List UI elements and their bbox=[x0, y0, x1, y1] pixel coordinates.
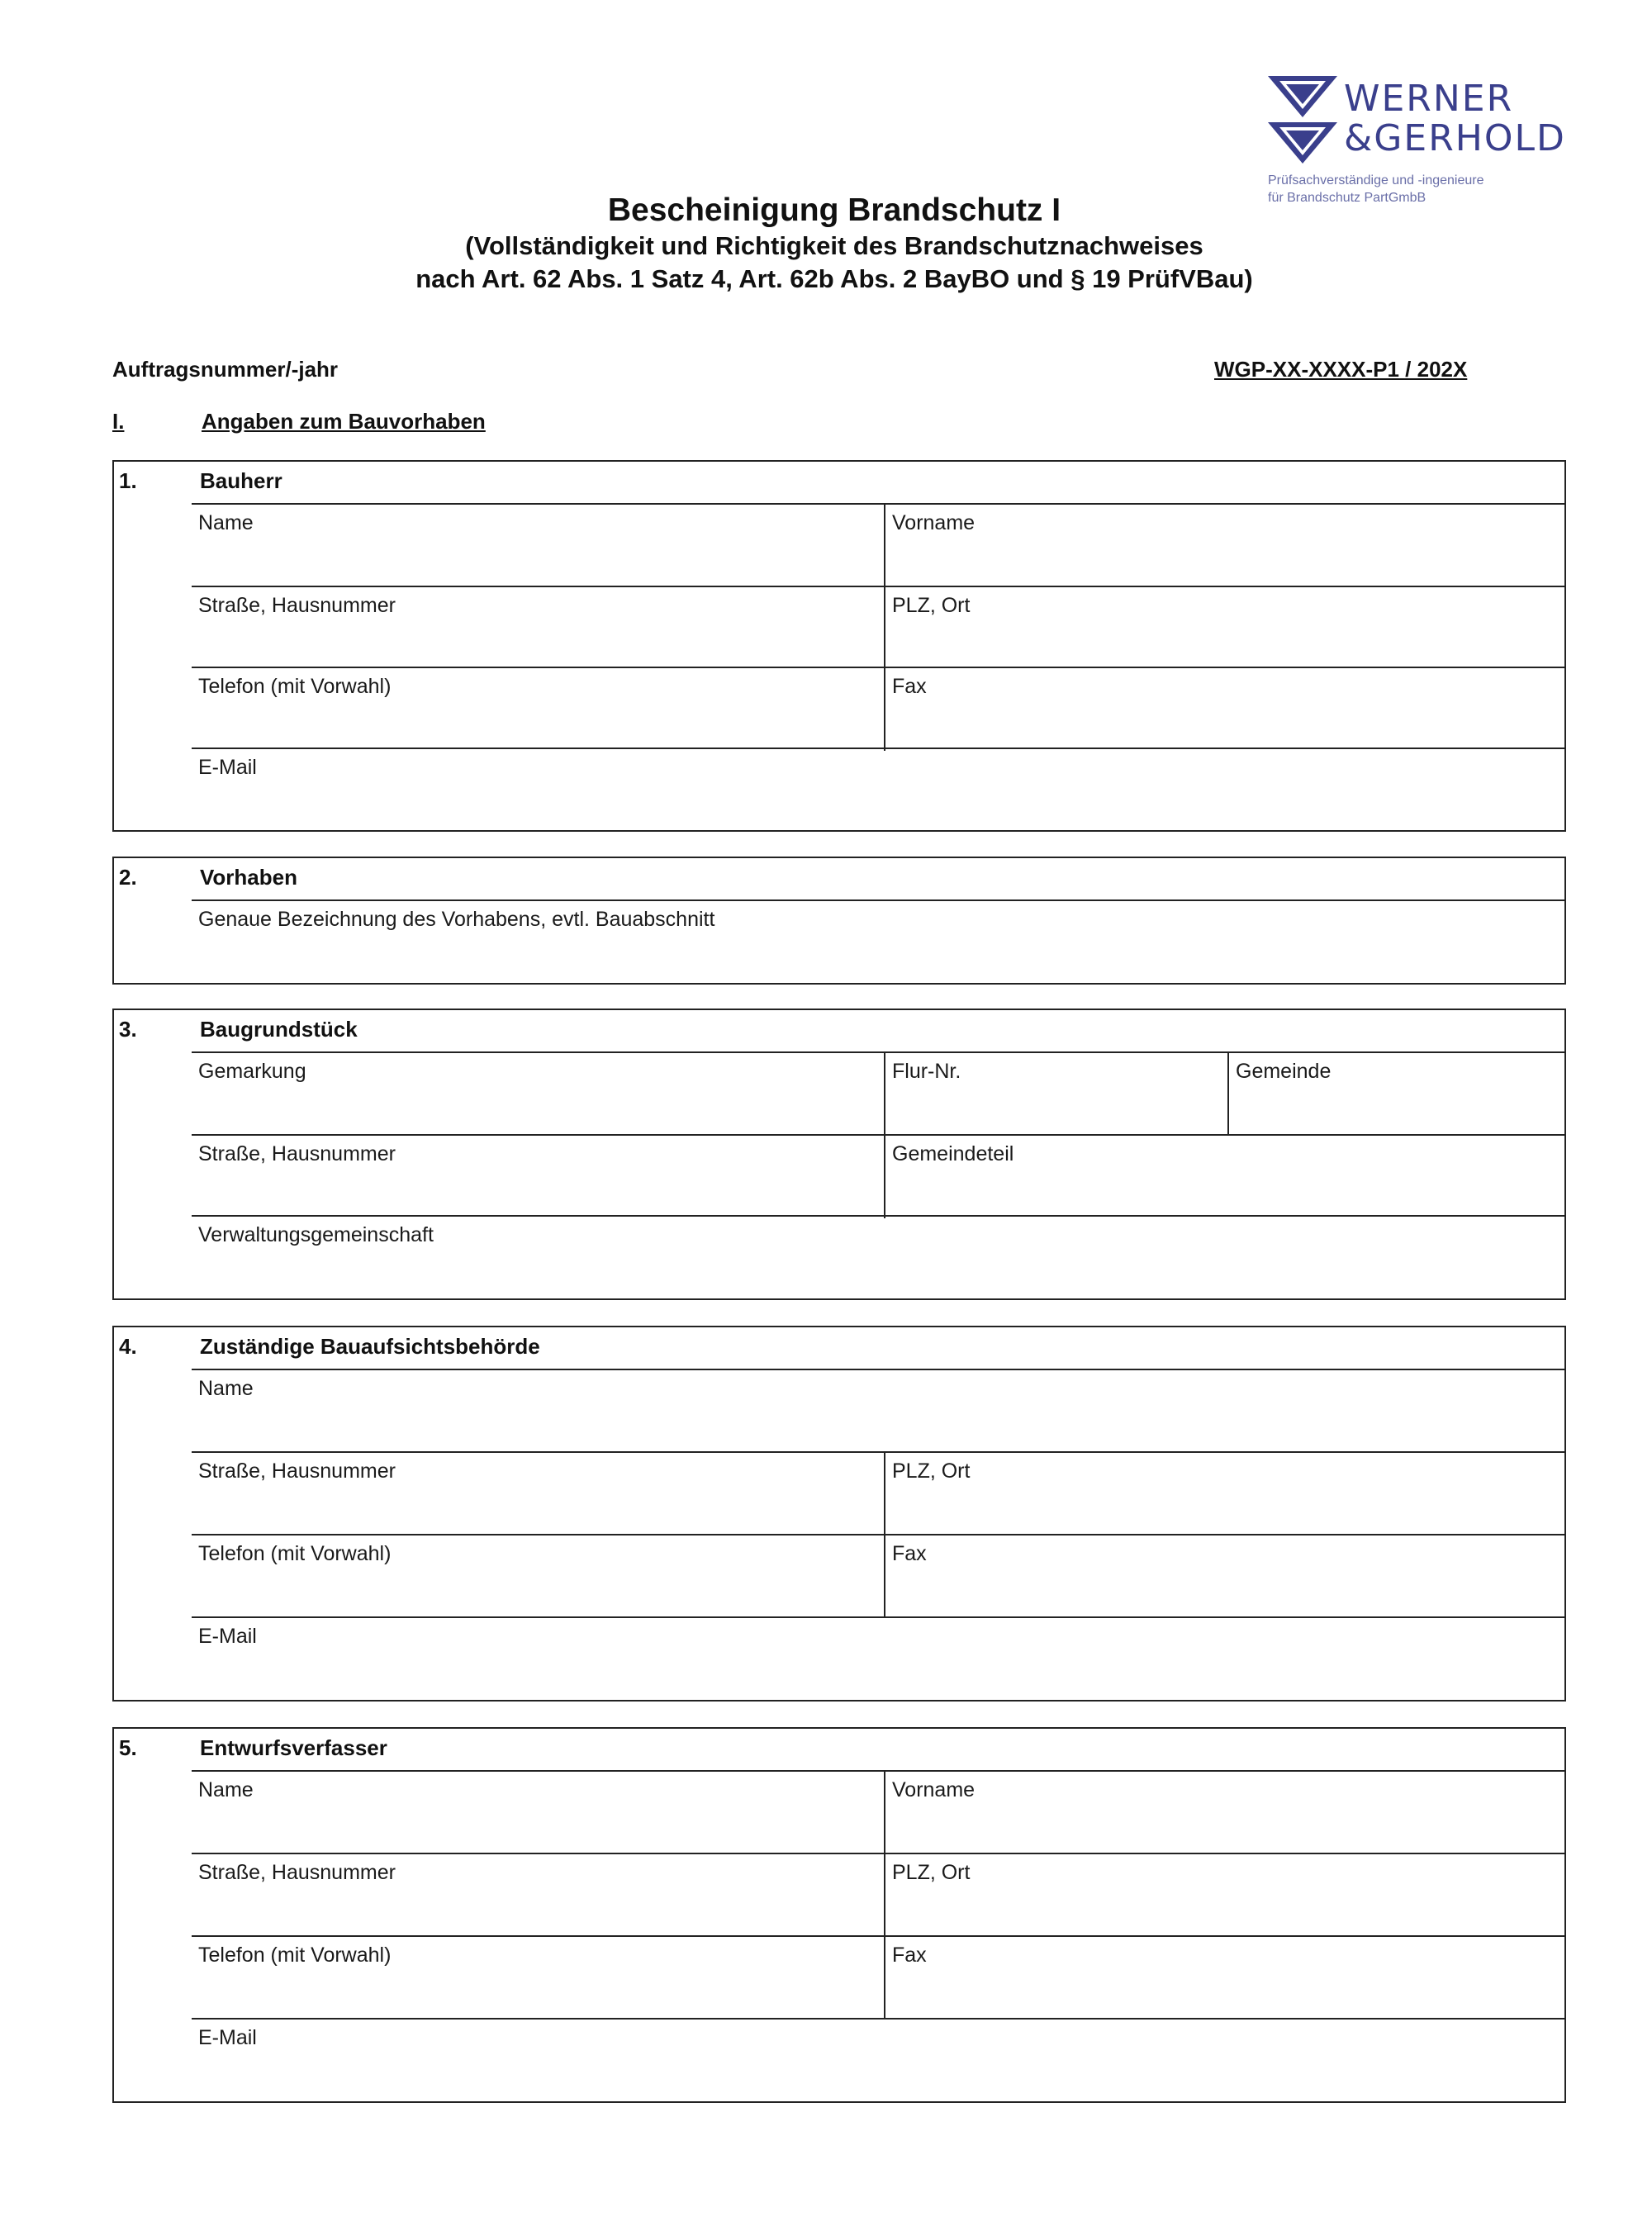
field-label: Name bbox=[198, 511, 254, 534]
field-label: E-Mail bbox=[198, 2026, 257, 2049]
field-verfasser-email[interactable] bbox=[192, 2020, 1564, 2102]
field-behoerde-plz-ort[interactable] bbox=[884, 1453, 1564, 1535]
field-label: Name bbox=[198, 1377, 254, 1400]
field-behoerde-strasse[interactable] bbox=[192, 1453, 884, 1535]
box-baugrundstueck bbox=[112, 1009, 1566, 1300]
field-label: PLZ, Ort bbox=[892, 594, 971, 617]
field-verfasser-fax[interactable] bbox=[884, 1937, 1564, 2020]
logo-sub-line1: Prüfsachverständige und -ingenieure bbox=[1268, 173, 1484, 187]
form-row bbox=[192, 899, 1564, 984]
box-heading: Zuständige Bauaufsichtsbehörde bbox=[200, 1334, 540, 1359]
field-bauherr-plz-ort[interactable] bbox=[884, 587, 1564, 670]
document-subtitle-line2: nach Art. 62 Abs. 1 Satz 4, Art. 62b Abs. 2 BayBO und § 19 PrüfVBau) bbox=[415, 264, 1253, 293]
field-bauherr-vorname[interactable] bbox=[884, 505, 1564, 587]
form-row bbox=[192, 2018, 1564, 2102]
field-vorhaben-bezeichnung[interactable] bbox=[192, 901, 1564, 984]
field-behoerde-name[interactable] bbox=[192, 1370, 1564, 1453]
form-row bbox=[192, 1935, 1564, 2020]
logo-name-line1: WERNER bbox=[1344, 78, 1514, 120]
form-row bbox=[192, 1134, 1564, 1218]
field-verwaltungsgemeinschaft[interactable] bbox=[192, 1217, 1564, 1299]
field-gemeindeteil[interactable] bbox=[884, 1136, 1564, 1218]
field-verfasser-vorname[interactable] bbox=[884, 1772, 1564, 1854]
field-label: Gemeinde bbox=[1236, 1060, 1332, 1083]
field-label: Vorname bbox=[892, 1778, 976, 1801]
form-row bbox=[192, 503, 1564, 587]
box-entwurfsverfasser bbox=[112, 1727, 1566, 2103]
box-number: 4. bbox=[119, 1334, 137, 1359]
field-behoerde-telefon[interactable] bbox=[192, 1535, 884, 1618]
field-label: PLZ, Ort bbox=[892, 1459, 971, 1483]
form-row bbox=[192, 1215, 1564, 1299]
field-bauherr-telefon[interactable] bbox=[192, 668, 884, 751]
field-verfasser-name[interactable] bbox=[192, 1772, 884, 1854]
field-bauherr-strasse[interactable] bbox=[192, 587, 884, 670]
form-row bbox=[192, 1051, 1564, 1136]
order-number-label: Auftragsnummer/-jahr bbox=[112, 357, 339, 382]
form-row bbox=[192, 1616, 1564, 1701]
form-row bbox=[192, 1369, 1564, 1453]
box-vorhaben bbox=[112, 857, 1566, 985]
field-gemarkung[interactable] bbox=[192, 1053, 884, 1136]
box-heading: Bauherr bbox=[200, 468, 282, 493]
field-label: Straße, Hausnummer bbox=[198, 1861, 396, 1884]
document-header bbox=[248, 192, 1421, 296]
field-verfasser-plz-ort[interactable] bbox=[884, 1854, 1564, 1937]
box-bauherr bbox=[112, 460, 1566, 832]
field-label: Name bbox=[198, 1778, 254, 1801]
box-number: 2. bbox=[119, 865, 137, 890]
form-row bbox=[192, 748, 1564, 832]
field-flur-nr[interactable] bbox=[884, 1053, 1227, 1136]
field-label: E-Mail bbox=[198, 756, 257, 779]
box-bauaufsichtsbehoerde bbox=[112, 1326, 1566, 1702]
section-title: Angaben zum Bauvorhaben bbox=[202, 409, 486, 434]
logo-sub-line2: für Brandschutz PartGmbB bbox=[1268, 191, 1427, 205]
field-label: Telefon (mit Vorwahl) bbox=[198, 675, 392, 698]
box-number: 1. bbox=[119, 468, 137, 493]
field-label: Fax bbox=[892, 675, 927, 698]
field-label: Fax bbox=[892, 1542, 927, 1565]
form-row bbox=[192, 1853, 1564, 1937]
box-heading: Vorhaben bbox=[200, 865, 297, 890]
field-bauherr-email[interactable] bbox=[192, 749, 1564, 832]
field-label: Straße, Hausnummer bbox=[198, 1142, 396, 1165]
form-row bbox=[192, 667, 1564, 751]
form-row bbox=[192, 1534, 1564, 1618]
field-bauherr-name[interactable] bbox=[192, 505, 884, 587]
form-row bbox=[192, 586, 1564, 670]
box-heading: Baugrundstück bbox=[200, 1017, 358, 1042]
field-behoerde-fax[interactable] bbox=[884, 1535, 1564, 1618]
document-title: Bescheinigung Brandschutz I bbox=[607, 192, 1061, 228]
field-label: Vorname bbox=[892, 511, 976, 534]
box-number: 3. bbox=[119, 1017, 137, 1042]
section-number: I. bbox=[112, 409, 125, 434]
box-heading: Entwurfsverfasser bbox=[200, 1735, 387, 1760]
document-subtitle-line1: (Vollständigkeit und Richtigkeit des Brandschutznachweises bbox=[465, 231, 1203, 260]
field-grundstueck-strasse[interactable] bbox=[192, 1136, 884, 1218]
logo-name bbox=[1344, 79, 1566, 159]
form-row bbox=[192, 1770, 1564, 1854]
field-bauherr-fax[interactable] bbox=[884, 668, 1564, 751]
field-gemeinde[interactable] bbox=[1227, 1053, 1564, 1136]
field-label: Telefon (mit Vorwahl) bbox=[198, 1542, 392, 1565]
order-number-value: WGP-XX-XXXX-P1 / 202X bbox=[1214, 357, 1468, 382]
field-label: Straße, Hausnummer bbox=[198, 594, 396, 617]
field-label: Gemeindeteil bbox=[892, 1142, 1014, 1165]
box-number: 5. bbox=[119, 1735, 137, 1760]
field-verfasser-strasse[interactable] bbox=[192, 1854, 884, 1937]
field-behoerde-email[interactable] bbox=[192, 1618, 1564, 1701]
field-label: Genaue Bezeichnung des Vorhabens, evtl. Bauabschnitt bbox=[198, 908, 715, 931]
logo-name-line2: &GERHOLD bbox=[1344, 117, 1566, 159]
field-label: Fax bbox=[892, 1944, 927, 1967]
field-label: Straße, Hausnummer bbox=[198, 1459, 396, 1483]
field-label: Flur-Nr. bbox=[892, 1060, 961, 1083]
field-label: PLZ, Ort bbox=[892, 1861, 971, 1884]
form-row bbox=[192, 1451, 1564, 1535]
field-verfasser-telefon[interactable] bbox=[192, 1937, 884, 2020]
field-label: Gemarkung bbox=[198, 1060, 306, 1083]
field-label: Verwaltungsgemeinschaft bbox=[198, 1223, 434, 1246]
field-label: E-Mail bbox=[198, 1625, 257, 1648]
field-label: Telefon (mit Vorwahl) bbox=[198, 1944, 392, 1967]
logo-mark-icon bbox=[1268, 76, 1337, 165]
